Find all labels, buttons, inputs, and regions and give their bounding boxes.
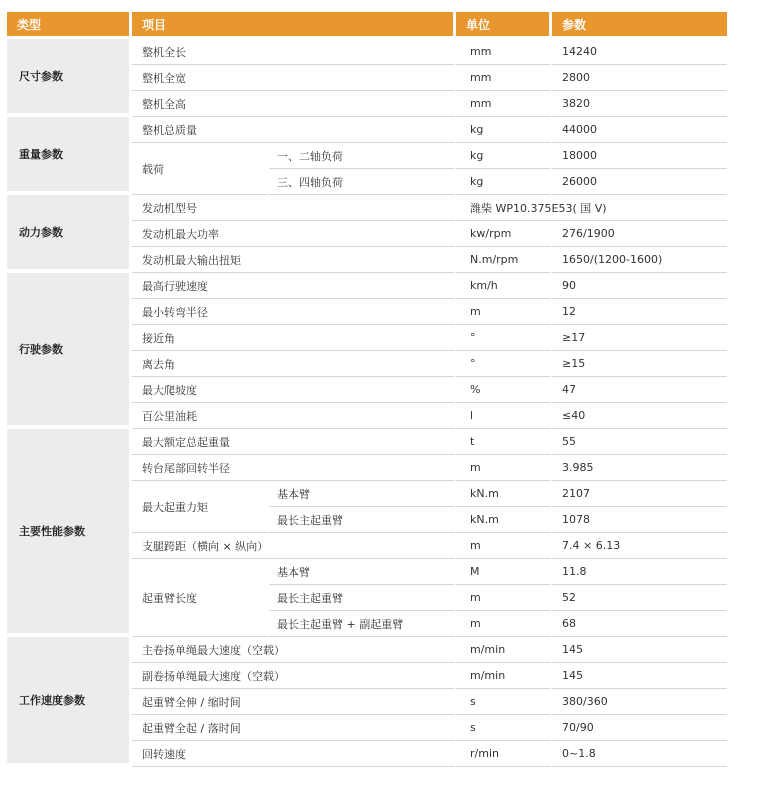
- item-label: 起重臂全伸 / 缩时间: [132, 689, 456, 715]
- unit-cell: kg: [456, 117, 552, 143]
- value-cell: 55: [552, 429, 727, 455]
- value-cell: 7.4 × 6.13: [552, 533, 727, 559]
- unit-cell: m: [456, 533, 552, 559]
- value-cell: 70/90: [552, 715, 727, 741]
- unit-cell: mm: [456, 65, 552, 91]
- item-label: 整机总质量: [132, 117, 456, 143]
- value-cell: 380/360: [552, 689, 727, 715]
- sub-item-label: 最长主起重臂 + 副起重臂: [269, 611, 456, 637]
- value-cell: ≥15: [552, 351, 727, 377]
- unit-cell: 潍柴 WP10.375E53( 国 V): [456, 195, 727, 221]
- unit-cell: kN.m: [456, 507, 552, 533]
- unit-cell: N.m/rpm: [456, 247, 552, 273]
- unit-cell: s: [456, 715, 552, 741]
- header-item: 项目: [132, 12, 456, 36]
- unit-cell: kw/rpm: [456, 221, 552, 247]
- unit-cell: kg: [456, 143, 552, 169]
- category-working-speed: 工作速度参数: [7, 637, 132, 767]
- sub-item-label: 三、四轴负荷: [269, 169, 456, 195]
- item-label: 最大爬坡度: [132, 377, 456, 403]
- item-label: 离去角: [132, 351, 456, 377]
- item-label: 整机全高: [132, 91, 456, 117]
- value-cell: 52: [552, 585, 727, 611]
- value-cell: 276/1900: [552, 221, 727, 247]
- value-cell: ≤40: [552, 403, 727, 429]
- value-cell: 145: [552, 637, 727, 663]
- item-label: 发动机型号: [132, 195, 456, 221]
- unit-cell: km/h: [456, 273, 552, 299]
- unit-cell: m/min: [456, 637, 552, 663]
- header-unit: 单位: [456, 12, 552, 36]
- category-power: 动力参数: [7, 195, 132, 273]
- item-label: 发动机最大输出扭矩: [132, 247, 456, 273]
- value-cell: 1650/(1200-1600): [552, 247, 727, 273]
- value-cell: 47: [552, 377, 727, 403]
- item-label: 发动机最大功率: [132, 221, 456, 247]
- spec-table-container: [7, 12, 727, 767]
- unit-cell: l: [456, 403, 552, 429]
- table-row: [7, 195, 727, 221]
- item-label: 起重臂长度: [132, 559, 269, 637]
- sub-item-label: 一、二轴负荷: [269, 143, 456, 169]
- category-performance: 主要性能参数: [7, 429, 132, 637]
- table-header-row: [7, 12, 727, 36]
- sub-item-label: 基本臂: [269, 559, 456, 585]
- item-label: 最大额定总起重量: [132, 429, 456, 455]
- item-label: 最大起重力矩: [132, 481, 269, 533]
- unit-cell: kg: [456, 169, 552, 195]
- unit-cell: kN.m: [456, 481, 552, 507]
- value-cell: ≥17: [552, 325, 727, 351]
- sub-item-label: 最长主起重臂: [269, 585, 456, 611]
- value-cell: 2107: [552, 481, 727, 507]
- unit-cell: r/min: [456, 741, 552, 767]
- item-label: 整机全长: [132, 39, 456, 65]
- item-label: 整机全宽: [132, 65, 456, 91]
- category-weight: 重量参数: [7, 117, 132, 195]
- unit-cell: °: [456, 351, 552, 377]
- table-row: [7, 429, 727, 455]
- item-label: 主卷扬单绳最大速度（空载）: [132, 637, 456, 663]
- table-row: [7, 39, 727, 65]
- unit-cell: °: [456, 325, 552, 351]
- value-cell: 0~1.8: [552, 741, 727, 767]
- item-label: 起重臂全起 / 落时间: [132, 715, 456, 741]
- item-label: 回转速度: [132, 741, 456, 767]
- unit-cell: t: [456, 429, 552, 455]
- value-cell: 145: [552, 663, 727, 689]
- header-value: 参数: [552, 12, 727, 36]
- value-cell: 1078: [552, 507, 727, 533]
- item-label: 最高行驶速度: [132, 273, 456, 299]
- unit-cell: m: [456, 455, 552, 481]
- value-cell: 14240: [552, 39, 727, 65]
- unit-cell: s: [456, 689, 552, 715]
- table-row: [7, 117, 727, 143]
- value-cell: 26000: [552, 169, 727, 195]
- unit-cell: m: [456, 585, 552, 611]
- value-cell: 12: [552, 299, 727, 325]
- unit-cell: m: [456, 299, 552, 325]
- value-cell: 3.985: [552, 455, 727, 481]
- item-label: 接近角: [132, 325, 456, 351]
- table-row: [7, 273, 727, 299]
- value-cell: 68: [552, 611, 727, 637]
- unit-cell: m: [456, 611, 552, 637]
- category-driving: 行驶参数: [7, 273, 132, 429]
- item-label: 支腿跨距（横向 × 纵向）: [132, 533, 456, 559]
- item-label: 副卷扬单绳最大速度（空载）: [132, 663, 456, 689]
- unit-cell: mm: [456, 91, 552, 117]
- unit-cell: M: [456, 559, 552, 585]
- value-cell: 3820: [552, 91, 727, 117]
- item-label: 转台尾部回转半径: [132, 455, 456, 481]
- unit-cell: m/min: [456, 663, 552, 689]
- item-label: 载荷: [132, 143, 269, 195]
- value-cell: 11.8: [552, 559, 727, 585]
- value-cell: 90: [552, 273, 727, 299]
- spec-table: [7, 12, 727, 767]
- item-label: 最小转弯半径: [132, 299, 456, 325]
- header-type: 类型: [7, 12, 132, 36]
- unit-cell: %: [456, 377, 552, 403]
- unit-cell: mm: [456, 39, 552, 65]
- value-cell: 44000: [552, 117, 727, 143]
- value-cell: 2800: [552, 65, 727, 91]
- item-label: 百公里油耗: [132, 403, 456, 429]
- sub-item-label: 最长主起重臂: [269, 507, 456, 533]
- value-cell: 18000: [552, 143, 727, 169]
- sub-item-label: 基本臂: [269, 481, 456, 507]
- category-dimensions: 尺寸参数: [7, 39, 132, 117]
- table-row: [7, 637, 727, 663]
